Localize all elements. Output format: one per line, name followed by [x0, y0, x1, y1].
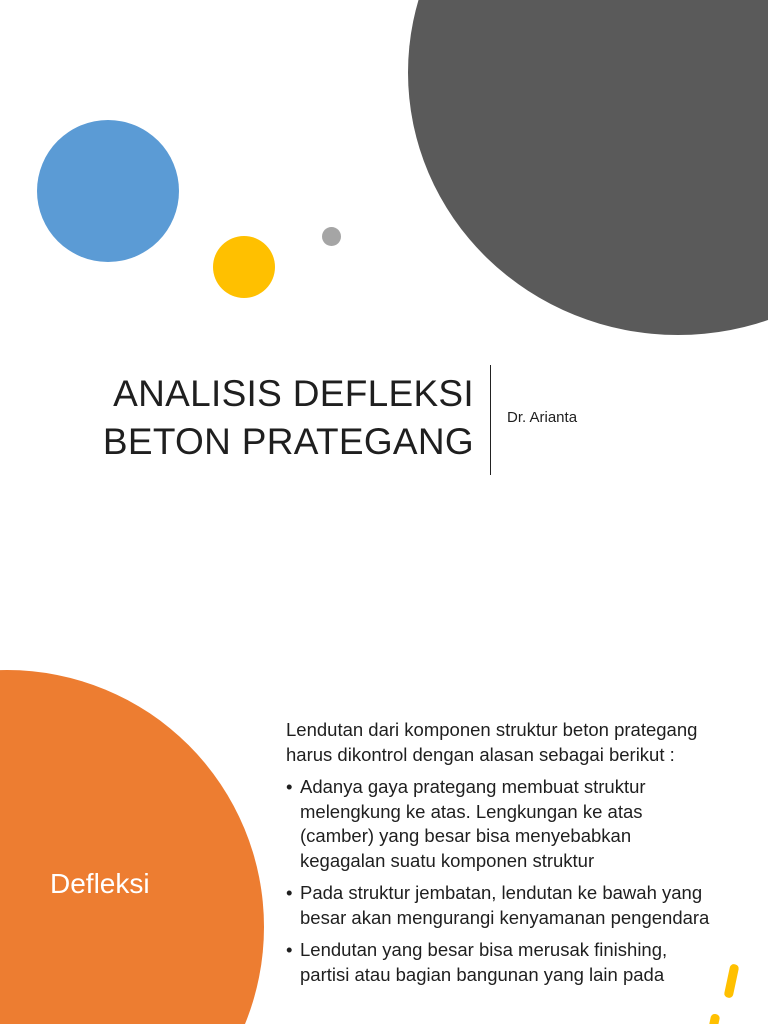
title-divider [490, 365, 491, 475]
slide-title-line-1: ANALISIS DEFLEKSI [113, 373, 474, 414]
decorative-blue-circle [37, 120, 179, 262]
bullet-list [286, 775, 716, 987]
slide-title [60, 370, 474, 466]
decorative-yellow-accent [724, 963, 740, 998]
bullet-item: • Lendutan yang besar bisa merusak finishing, partisi atau bagian bangunan yang lain pada [286, 938, 716, 987]
decorative-yellow-accent [709, 1013, 721, 1024]
author-name: Dr. Arianta [507, 409, 578, 426]
decorative-dark-circle [408, 0, 768, 335]
decorative-gray-dot [322, 227, 341, 246]
content-body [286, 718, 716, 995]
bullet-item: • Pada struktur jembatan, lendutan ke bawah yang besar akan mengurangi kenyamanan pengendara [286, 881, 716, 930]
decorative-yellow-circle [213, 236, 275, 298]
bullet-item: • Adanya gaya prategang membuat struktur melengkung ke atas. Lengkungan ke atas (camber) yang besar bisa menyebabkan kegagalan suatu komponen struktur [286, 775, 716, 873]
slide-title-line-2: BETON PRATEGANG [102, 421, 474, 462]
decorative-orange-circle [0, 670, 264, 1024]
intro-paragraph: Lendutan dari komponen struktur beton prategang harus dikontrol dengan alasan sebagai berikut : [286, 719, 698, 765]
content-slide [0, 640, 768, 1024]
section-title: Defleksi [50, 868, 150, 899]
